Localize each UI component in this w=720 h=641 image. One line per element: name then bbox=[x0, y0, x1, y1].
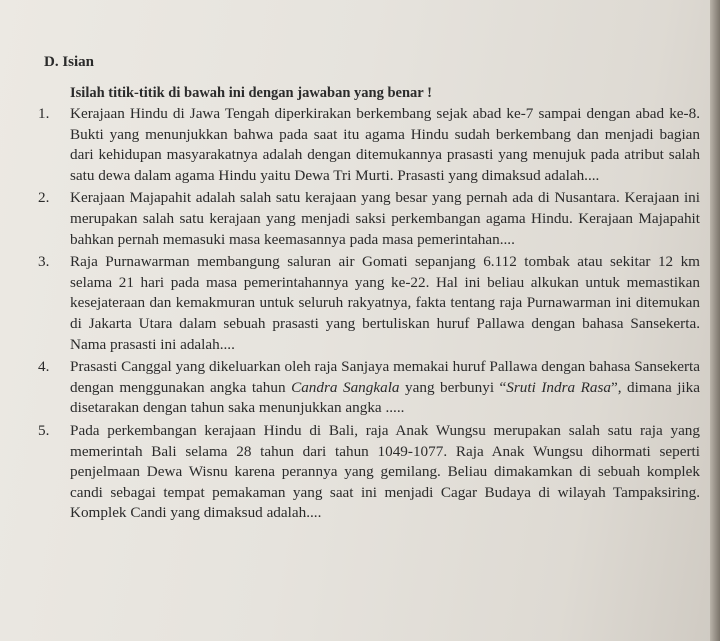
question-text-part: Prasasti Canggal yang dikeluarkan oleh raja Sanjaya memakai huruf Pallawa dengan bahasa Sansekerta dengan menggunakan angka tahun bbox=[70, 358, 700, 396]
question-number: 3. bbox=[38, 253, 50, 271]
question-3 bbox=[38, 252, 700, 355]
question-list bbox=[38, 104, 700, 524]
question-number: 5. bbox=[38, 421, 50, 439]
question-4 bbox=[38, 357, 700, 419]
section-title: D. Isian bbox=[44, 54, 95, 70]
question-number: 1. bbox=[38, 105, 50, 122]
question-text-italic: Sruti Indra Rasa bbox=[506, 378, 611, 396]
question-text-part: ”, dimana jika disetarakan dengan tahun saka menunjukkan angka ..... bbox=[70, 378, 700, 417]
question-text-italic: Candra Sangkala bbox=[291, 378, 400, 396]
question-number: 2. bbox=[38, 189, 50, 207]
question-text: Raja Purnawarman membangung saluran air Gomati sepanjang 6.112 tombak atau sekitar 12 km selama 21 hari pada masa pemerintahannya yang ke-22. Hal ini beliau alkukan untuk memastikan kesejateraan dan kemakmuran untuk seluruh rakyatnya, fakta tentang raja Purnawarman ini ditemukan di Jakarta Utara dalam sebuah prasasti yang bertuliskan huruf Pallawa dengan bahasa Sansekerta. Nama prasasti ini adalah.... bbox=[70, 253, 700, 353]
question-text: Kerajaan Hindu di Jawa Tengah diperkirakan berkembang sejak abad ke-7 sampai dengan abad ke-8. Bukti yang menunjukkan bahwa pada saat itu agama Hindu sudah berkembang dan menjadi bagian dari kehidupan masyarakatnya adalah dengan ditemukannya prasasti yang menujuk pada atribut salah satu dewa dalam agama Hindu yaitu Dewa Tri Murti. Prasasti yang dimaksud adalah.... bbox=[70, 105, 700, 184]
question-2 bbox=[38, 188, 700, 250]
question-text-part: yang berbunyi “ bbox=[399, 378, 507, 396]
question-number: 4. bbox=[38, 358, 50, 376]
instruction-text: Isilah titik-titik di bawah ini dengan jawaban yang benar ! bbox=[70, 85, 432, 101]
question-text: Kerajaan Majapahit adalah salah satu kerajaan yang besar yang pernah ada di Nusantara. Kerajaan ini merupakan salah satu kerajaan yang menjadi saksi perkembangan agama Hindu. Kerajaan Majapahit bahkan pernah memasuki masa keemasannya pada masa pemerintahan.... bbox=[70, 189, 700, 248]
page-binding-edge bbox=[710, 0, 720, 641]
question-text: Pada perkembangan kerajaan Hindu di Bali, raja Anak Wungsu merupakan salah satu raja yang memerintah Bali selama 28 tahun dari tahun 1049-1077. Raja Anak Wungsu dihormati seperti penjelmaan Dewa Wisnu karena perannya yang gemilang. Beliau dimakamkan di sebuah komplek candi sebagai tempat pemakaman yang saat ini menjadi Cagar Budaya di wilayah Tampaksiring. Komplek Candi yang dimaksud adalah.... bbox=[70, 421, 700, 522]
question-5 bbox=[38, 421, 700, 524]
question-1 bbox=[38, 104, 700, 186]
